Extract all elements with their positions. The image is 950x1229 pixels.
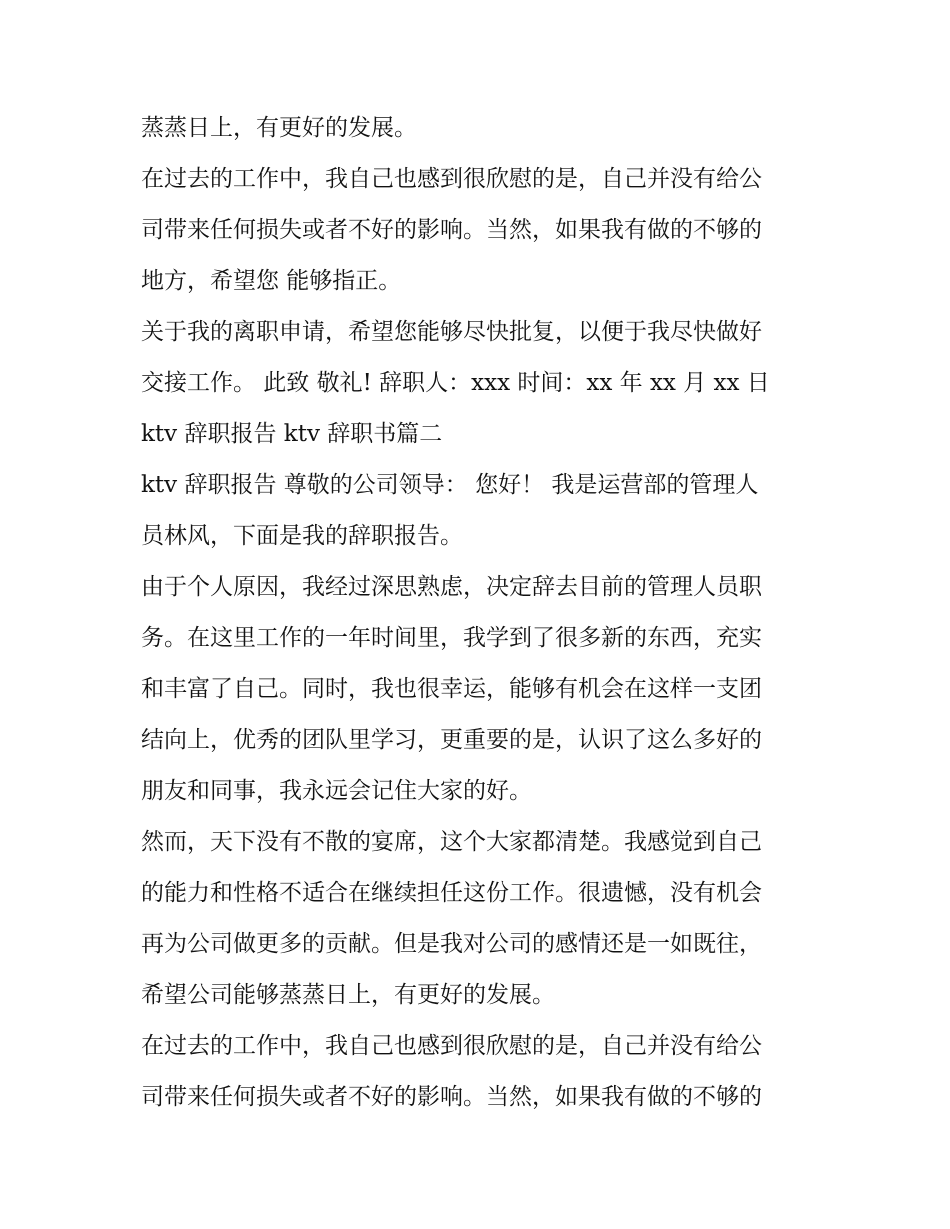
text-line: 朋友和同事，我永远会记住大家的好。: [141, 778, 532, 804]
text-line: 关于我的离职申请，希望您能够尽快批复，以便于我尽快做好: [141, 319, 762, 345]
text-line: 蒸蒸日上，有更好的发展。: [141, 115, 417, 141]
text-line: 在过去的工作中，我自己也感到很欣慰的是，自己并没有给公: [141, 166, 762, 192]
text-line: 司带来任何损失或者不好的影响。当然，如果我有做的不够的: [141, 1084, 762, 1110]
text-line: 由于个人原因，我经过深思熟虑，决定辞去目前的管理人员职: [141, 574, 762, 600]
text-line: 和丰富了自己。同时，我也很幸运，能够有机会在这样一支团: [141, 676, 762, 702]
section-heading: ktv 辞职报告 ktv 辞职书篇二: [141, 421, 443, 447]
text-line: 的能力和性格不适合在继续担任这份工作。很遗憾，没有机会: [141, 880, 762, 906]
text-line: 再为公司做更多的贡献。但是我对公司的感情还是一如既往，: [141, 931, 762, 957]
text-line: 地方，希望您 能够指正。: [141, 268, 402, 294]
text-line: 在过去的工作中，我自己也感到很欣慰的是，自己并没有给公: [141, 1033, 762, 1059]
text-line: 交接工作。 此致 敬礼! 辞职人：xxx 时间：xx 年 xx 月 xx 日: [141, 370, 770, 396]
text-line: 务。在这里工作的一年时间里，我学到了很多新的东西，充实: [141, 625, 762, 651]
document-body: [141, 103, 821, 1123]
text-line: ktv 辞职报告 尊敬的公司领导： 您好！ 我是运营部的管理人: [141, 472, 759, 498]
text-line: 然而，天下没有不散的宴席，这个大家都清楚。我感觉到自己: [141, 829, 762, 855]
text-line: 结向上，优秀的团队里学习，更重要的是，认识了这么多好的: [141, 727, 762, 753]
text-line: 司带来任何损失或者不好的影响。当然，如果我有做的不够的: [141, 217, 762, 243]
text-line: 希望公司能够蒸蒸日上，有更好的发展。: [141, 982, 555, 1008]
text-line: 员林风，下面是我的辞职报告。: [141, 523, 463, 549]
